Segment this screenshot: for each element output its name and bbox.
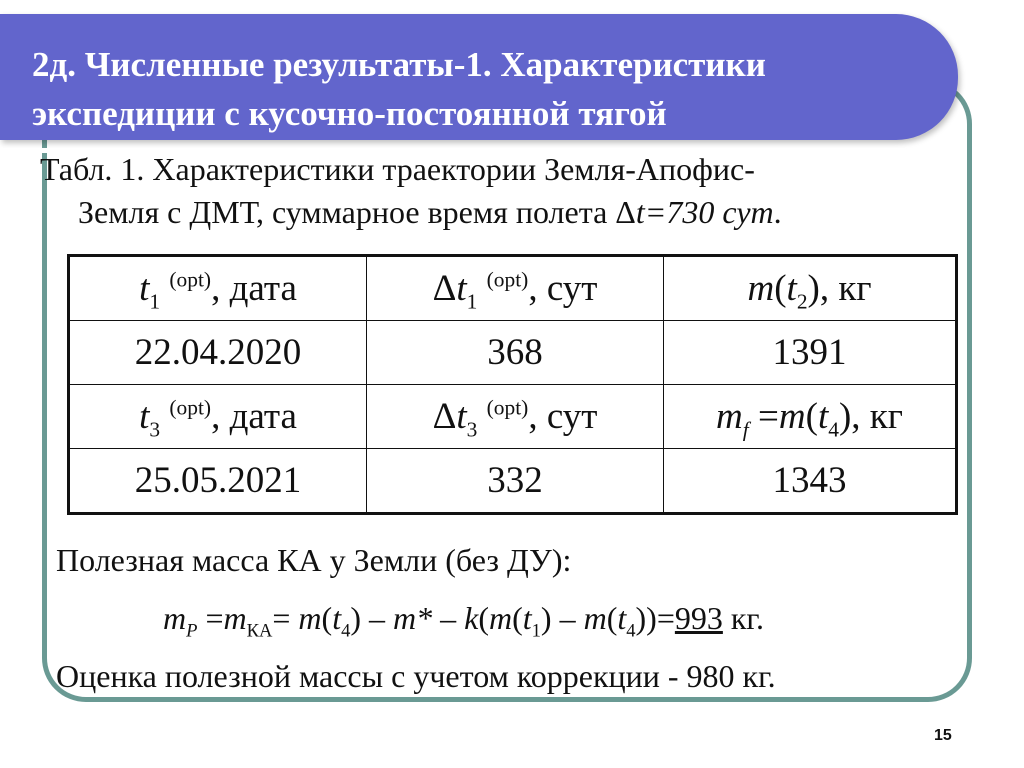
header-mass-t2: $m(t_2)$, кг [664, 256, 957, 321]
header-dt1-days: $\Delta t_1$ $^{(opt)}$, сут [367, 256, 664, 321]
results-table [67, 254, 958, 515]
page-number: 15 [934, 727, 952, 744]
caption-total-time: t=730 сут [635, 194, 774, 230]
title-line-2: экспедиции с кусочно-постоянной тягой [32, 94, 667, 133]
payload-estimate: Оценка полезной массы с учетом коррекции - 980 кг. [56, 658, 776, 694]
title-line-1: 2д. Численные результаты-1. Характеристики [32, 45, 766, 84]
cell-mass-t2: 1391 [664, 321, 957, 385]
slide-title [32, 40, 932, 138]
caption-period: . [773, 194, 782, 230]
title-band [0, 14, 958, 140]
caption-delta: Δ [615, 194, 636, 230]
caption-text: Земля с ДМТ, суммарное время полета [78, 194, 616, 230]
header-t3-date: $t_3$ $^{(opt)}$, дата [69, 385, 367, 449]
cell-dt3-days: 332 [367, 449, 664, 514]
caption-line-2 [40, 191, 980, 234]
cell-t3-date: 25.05.2021 [69, 449, 367, 514]
table-row [69, 321, 957, 385]
header-final-mass: $m_f =m(t_4)$, кг [664, 385, 957, 449]
table-row [69, 449, 957, 514]
header-t1-date: $t_1$ $^{(opt)}$, дата [69, 256, 367, 321]
cell-final-mass: 1343 [664, 449, 957, 514]
header-dt3-days: $\Delta t_3$ $^{(opt)}$, сут [367, 385, 664, 449]
payload-label: Полезная масса КА у Земли (без ДУ): [56, 542, 572, 578]
cell-t1-date: 22.04.2020 [69, 321, 367, 385]
table-header-row-1 [69, 256, 957, 321]
table-caption [40, 148, 980, 234]
payload-value: 993 [674, 600, 723, 636]
payload-formula: $m_P =m_{КА}= m(t_4) - m* - k(m(t_1) - m(t_4))=993$ кг. [163, 600, 764, 642]
table-header-row-2 [69, 385, 957, 449]
cell-dt1-days: 368 [367, 321, 664, 385]
caption-line-1: Табл. 1. Характеристики траектории Земля-Апофис- [40, 151, 755, 187]
